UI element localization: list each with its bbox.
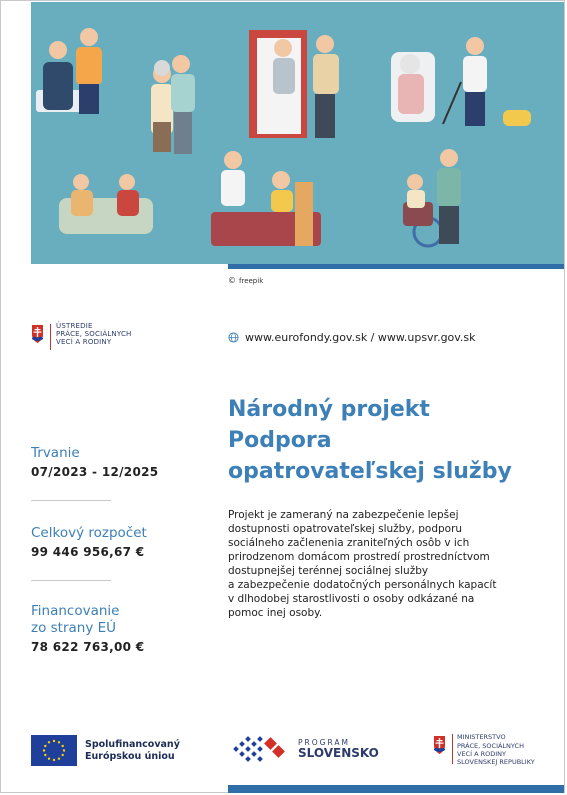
ministry-line: PRÁCE, SOCIÁLNYCH: [457, 742, 524, 750]
scene-wheelchair: [403, 149, 461, 246]
eu-line: Európskou úniou: [85, 750, 175, 762]
scene-women-on-sofa: [59, 174, 153, 234]
slovensko-word: SLOVENSKO: [298, 746, 379, 760]
project-title: [228, 394, 548, 487]
accent-band-top: [228, 264, 564, 269]
logo-divider: [50, 324, 51, 350]
eu-cofunded-text: [85, 739, 180, 763]
duration-label: Trvanie: [31, 445, 80, 461]
image-credit: [228, 276, 263, 285]
title-line: Národný projekt: [228, 397, 430, 422]
eu-funding-label: [31, 603, 221, 637]
ministry-line: MINISTERSTVO: [457, 733, 506, 741]
program-slovensko-logo: [232, 733, 379, 765]
ustredie-line: VECÍ A RODINY: [56, 338, 112, 346]
globe-icon: [228, 332, 239, 343]
hero-illustration: [31, 2, 564, 264]
title-line: opatrovateľskej služby: [228, 459, 512, 484]
eu-cofunded-logo: [31, 735, 180, 766]
scene-elderly-woman-with-helper: [151, 55, 195, 154]
project-description: [228, 508, 528, 620]
description-line: dostupnejšej terénnej sociálnej služby: [228, 565, 429, 577]
title-line: Podpora: [228, 428, 332, 453]
accent-band-bottom: [228, 785, 564, 793]
eu-funding-label-line: Financovanie: [31, 603, 120, 619]
scene-vacuuming: [391, 37, 531, 126]
scene-door-delivery: [249, 30, 339, 138]
budget-value: 99 446 956,67 €: [31, 545, 145, 559]
ministry-line: SLOVENSKEJ REPUBLIKY: [457, 758, 535, 766]
program-word: PROGRAM: [298, 738, 350, 747]
eu-funding-value: 78 622 763,00 €: [31, 640, 145, 654]
program-slovensko-text: [298, 738, 379, 760]
duration-value: 07/2023 - 12/2025: [31, 465, 159, 479]
description-line: v dlhodobej starostlivosti o osoby odkázané na: [228, 593, 475, 605]
eu-line: Spolufinancovaný: [85, 738, 180, 750]
project-facts: [31, 445, 221, 655]
eu-flag-icon: [31, 735, 77, 766]
caregivers-illustration: [31, 2, 564, 264]
ministry-logo: [433, 733, 535, 766]
scene-caregiver-seated-man: [36, 28, 102, 114]
description-line: sociálneho začlenenia zraniteľných osôb v ich: [228, 537, 470, 549]
budget-label: Celkový rozpočet: [31, 525, 147, 541]
websites[interactable]: [228, 331, 476, 344]
slovak-crest-icon: [433, 735, 446, 755]
facts-divider: [31, 580, 111, 581]
description-line: pomoc inej osoby.: [228, 607, 323, 619]
logo-divider: [452, 734, 453, 764]
facts-divider: [31, 500, 111, 501]
ministry-logo-text: [457, 733, 535, 766]
slovak-crest-icon: [31, 324, 44, 344]
ustredie-logo: [31, 322, 132, 350]
eu-funding-label-line: zo strany EÚ: [31, 620, 117, 636]
description-line: prirodzenom domácom prostredí prostredníctvom: [228, 551, 490, 563]
ustredie-logo-text: [56, 322, 132, 346]
scene-bedside-care: [211, 151, 321, 246]
ustredie-line: ÚSTREDIE: [56, 322, 93, 330]
image-credit-text: freepik: [239, 277, 264, 285]
copyright-symbol: ©: [228, 276, 236, 285]
ustredie-line: PRÁCE, SOCIÁLNYCH: [56, 330, 132, 338]
description-line: Projekt je zameraný na zabezpečenie lepšej: [228, 509, 459, 521]
ministry-line: VECÍ A RODINY: [457, 750, 506, 758]
description-line: a zabezpečenie dodatočných personálnych kapacít: [228, 579, 497, 591]
program-slovensko-mark-icon: [232, 733, 292, 765]
websites-text[interactable]: www.eurofondy.gov.sk / www.upsvr.gov.sk: [245, 331, 476, 344]
description-line: dostupnosti opatrovateľskej služby, podporu: [228, 523, 463, 535]
